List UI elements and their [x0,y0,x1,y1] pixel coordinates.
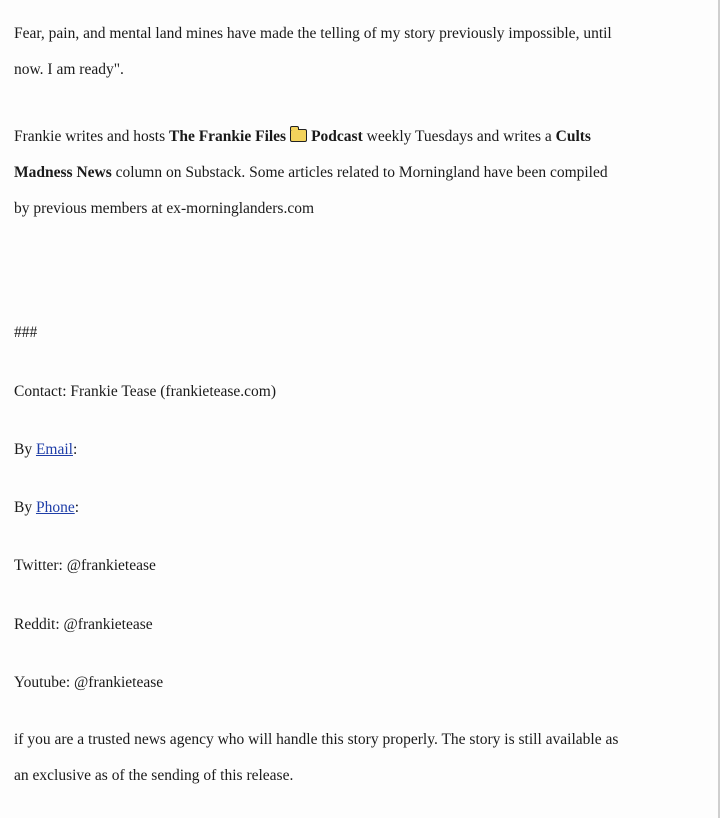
email-line [14,432,704,468]
reddit-text: Reddit: @frankietease [14,616,153,633]
bio-line-2 [14,155,704,191]
folder-icon [290,129,307,142]
podcast-label: Podcast [311,128,363,145]
reddit-line [14,607,704,643]
intro-line-2: now. I am ready". [14,61,124,78]
email-link[interactable]: Email [35,441,73,458]
contact-text: Contact: Frankie Tease (frankietease.com) [14,383,277,400]
twitter-line [14,548,704,584]
column-title-part1: Cults [555,128,591,145]
youtube-text: Youtube: @frankietease [14,674,164,691]
email-row [14,432,704,468]
phone-line [14,490,704,526]
email-prefix: By [14,441,36,458]
bio-text-2: weekly Tuesdays and writes a [362,128,556,145]
bio-line-1 [14,119,704,155]
twitter-text: Twitter: @frankietease [14,557,156,574]
youtube-line [14,665,704,701]
bio-paragraph [14,119,704,227]
show-title: The Frankie Files [168,128,287,145]
separator-text: ### [14,324,38,341]
bio-text-3: column on Substack. Some articles related to Morningland have been compiled [111,164,608,181]
phone-row [14,490,704,526]
column-title-part2: Madness News [14,164,112,181]
phone-link[interactable]: Phone [35,499,75,516]
bio-line-3: by previous members at ex-morninglanders.com [14,200,315,217]
intro-line-1: Fear, pain, and mental land mines have made the telling of my story previously impossible, until [14,25,612,42]
bio-text: Frankie writes and hosts [14,128,169,145]
phone-suffix: : [74,499,80,516]
email-suffix: : [73,441,78,458]
phone-prefix: By [14,499,36,516]
closing-line-2: an exclusive as of the sending of this release. [14,767,294,784]
contact-line [14,374,704,410]
intro-paragraph [14,16,704,88]
closing-line-1: if you are a trusted news agency who will handle this story properly. The story is still available as [14,731,619,748]
closing-paragraph [14,722,704,794]
separator [14,315,704,351]
